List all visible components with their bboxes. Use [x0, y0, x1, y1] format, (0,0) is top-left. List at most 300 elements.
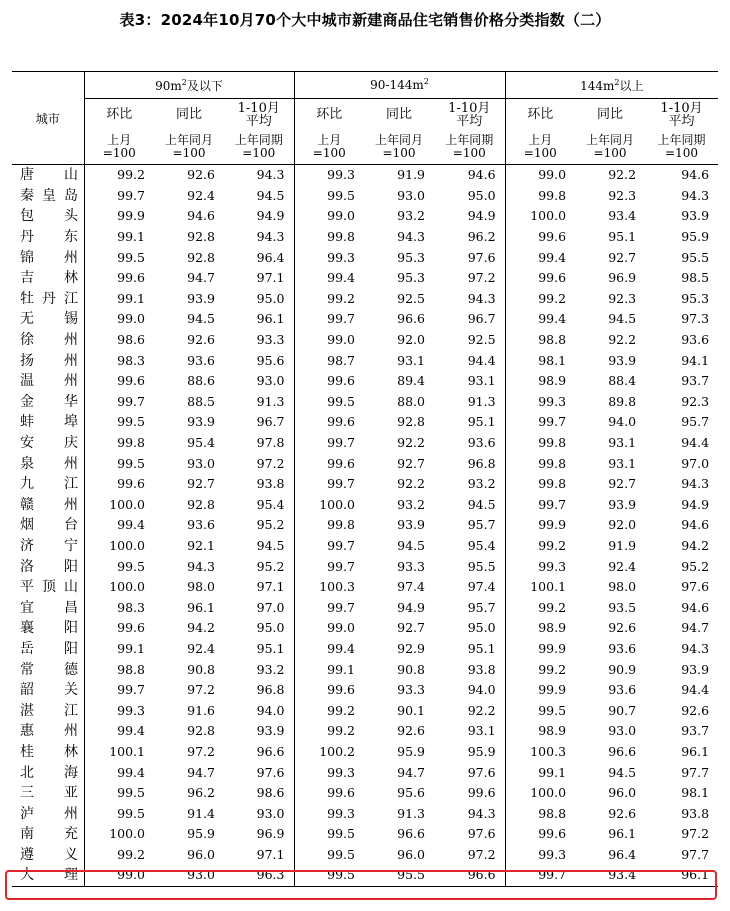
index-value-cell: 93.8 [681, 805, 710, 821]
city-char: 平 [20, 579, 34, 596]
index-value-cell: 93.1 [467, 373, 496, 389]
index-value-cell: 90.1 [397, 702, 425, 718]
table-row [12, 556, 718, 577]
city-cell [12, 597, 84, 618]
index-value-cell: 100.1 [109, 743, 145, 759]
index-value-cell: 92.3 [608, 290, 637, 306]
index-value-cell: 98.7 [294, 350, 364, 371]
index-value-cell: 94.3 [467, 805, 496, 821]
table-body [12, 165, 718, 887]
index-value-cell: 95.2 [681, 558, 710, 574]
index-value-cell: 91.6 [187, 702, 215, 718]
index-value-cell: 99.0 [505, 165, 575, 186]
index-value-cell: 93.0 [154, 865, 224, 886]
index-value-cell: 94.1 [681, 352, 710, 368]
city-char: 包 [20, 208, 34, 225]
city-cell [12, 474, 84, 495]
index-value-cell: 99.5 [294, 865, 364, 886]
index-value-cell: 100.1 [505, 577, 575, 598]
index-value-cell: 92.8 [187, 723, 215, 739]
base-period-header [154, 130, 224, 165]
index-value-cell: 99.6 [294, 371, 364, 392]
base-period-value: =100 [102, 146, 136, 160]
index-value-cell: 94.5 [256, 537, 285, 553]
index-value-cell: 95.3 [397, 249, 425, 265]
index-value-cell: 94.5 [608, 764, 637, 780]
index-value-cell: 100.0 [109, 579, 145, 595]
city-char: 湛 [20, 702, 34, 719]
index-value-cell: 99.0 [294, 618, 364, 639]
index-value-cell: 98.9 [505, 618, 575, 639]
index-value-cell: 99.1 [117, 290, 145, 306]
index-value-cell: 99.5 [294, 845, 364, 866]
index-value-cell: 99.4 [505, 247, 575, 268]
index-value-cell: 94.5 [608, 311, 637, 327]
index-value-cell: 99.5 [117, 805, 145, 821]
index-value-cell: 98.5 [681, 270, 710, 286]
index-value-cell: 100.0 [505, 206, 575, 227]
index-value-cell: 92.1 [187, 537, 215, 553]
index-value-cell: 93.1 [467, 723, 496, 739]
index-value-cell: 97.1 [256, 846, 285, 862]
city-char: 州 [64, 496, 78, 513]
city-char: 泉 [20, 455, 34, 472]
index-value-cell: 99.7 [294, 597, 364, 618]
subcolumn-label-line2: 平均 [456, 113, 483, 129]
index-value-cell: 98.8 [505, 330, 575, 351]
index-value-cell: 93.0 [397, 187, 425, 203]
index-value-cell: 96.9 [256, 826, 285, 842]
index-value-cell: 92.7 [397, 620, 425, 636]
city-char: 南 [20, 826, 34, 843]
header-base-row [12, 130, 718, 165]
index-value-cell: 93.7 [681, 373, 710, 389]
index-value-cell: 99.1 [117, 640, 145, 656]
index-value-cell: 92.3 [681, 393, 710, 409]
city-char: 阳 [64, 620, 78, 637]
city-char: 理 [64, 867, 78, 884]
city-char: 洛 [20, 558, 34, 575]
index-value-cell: 98.9 [505, 371, 575, 392]
index-value-cell: 91.9 [608, 537, 637, 553]
table-row [12, 433, 718, 454]
index-value-cell: 99.6 [294, 680, 364, 701]
base-period-label: 上年同月 [164, 133, 213, 147]
index-value-cell: 94.0 [467, 682, 496, 698]
city-cell [12, 515, 84, 536]
city-char: 江 [64, 476, 78, 493]
city-char: 海 [64, 764, 78, 781]
index-value-cell: 99.1 [117, 229, 145, 245]
base-period-label: 上月 [107, 133, 132, 147]
index-value-cell: 98.3 [117, 352, 145, 368]
index-value-cell: 100.3 [294, 577, 364, 598]
index-value-cell: 99.5 [117, 249, 145, 265]
index-value-cell: 99.4 [117, 517, 145, 533]
table-row [12, 762, 718, 783]
table-row [12, 350, 718, 371]
index-value-cell: 94.0 [256, 702, 285, 718]
city-char: 州 [64, 332, 78, 349]
index-value-cell: 95.2 [256, 517, 285, 533]
city-char: 锦 [20, 249, 34, 266]
index-value-cell: 97.6 [681, 579, 710, 595]
table-row [12, 289, 718, 310]
index-value-cell: 91.3 [467, 393, 496, 409]
city-char: 牡 [20, 290, 34, 307]
index-value-cell: 95.5 [364, 865, 434, 886]
index-value-cell: 93.4 [575, 865, 645, 886]
subcolumn-header [434, 99, 505, 131]
index-value-cell: 94.6 [681, 517, 710, 533]
index-value-cell: 94.3 [467, 290, 496, 306]
index-value-cell: 95.5 [467, 558, 496, 574]
subcolumn-label: 环比 [527, 107, 554, 122]
index-value-cell: 92.5 [397, 290, 425, 306]
index-value-cell: 93.9 [187, 414, 215, 430]
index-value-cell: 96.9 [608, 270, 637, 286]
index-value-cell: 90.9 [608, 661, 637, 677]
city-char: 岳 [20, 640, 34, 657]
index-value-cell: 97.6 [256, 764, 285, 780]
index-value-cell: 93.9 [187, 290, 215, 306]
city-char: 岛 [64, 187, 78, 204]
index-value-cell: 99.6 [505, 227, 575, 248]
index-value-cell: 92.7 [608, 249, 637, 265]
index-value-cell: 92.9 [397, 640, 425, 656]
base-period-header [84, 130, 154, 165]
index-value-cell: 94.6 [681, 167, 710, 183]
city-cell [12, 412, 84, 433]
index-value-cell: 89.4 [397, 373, 425, 389]
index-value-cell: 93.8 [256, 476, 285, 492]
index-value-cell: 95.9 [467, 743, 496, 759]
city-char: 遵 [20, 846, 34, 863]
city-char: 州 [64, 455, 78, 472]
city-char: 华 [64, 393, 78, 410]
city-char: 台 [64, 517, 78, 534]
city-char: 烟 [20, 517, 34, 534]
index-value-cell: 99.0 [294, 330, 364, 351]
index-value-cell: 99.5 [117, 558, 145, 574]
index-value-cell: 99.4 [294, 268, 364, 289]
index-value-cell: 94.6 [187, 208, 215, 224]
index-value-cell: 97.4 [467, 579, 496, 595]
table-row [12, 783, 718, 804]
index-value-cell: 96.1 [187, 599, 215, 615]
index-value-cell: 88.0 [397, 393, 425, 409]
index-value-cell: 99.6 [294, 783, 364, 804]
index-value-cell: 98.9 [505, 721, 575, 742]
index-value-cell: 99.3 [117, 702, 145, 718]
table-row [12, 165, 718, 186]
city-char: 埠 [64, 414, 78, 431]
index-value-cell: 91.3 [256, 393, 285, 409]
index-value-cell: 94.9 [397, 599, 425, 615]
index-value-cell: 95.5 [681, 249, 710, 265]
table-row [12, 680, 718, 701]
index-value-cell: 93.0 [608, 723, 637, 739]
city-cell [12, 350, 84, 371]
index-value-cell: 94.4 [681, 435, 710, 451]
index-value-cell: 95.2 [256, 558, 285, 574]
index-value-cell: 97.1 [256, 270, 285, 286]
index-value-cell: 99.8 [505, 186, 575, 207]
city-char: 顶 [42, 579, 56, 596]
index-value-cell: 98.1 [681, 785, 710, 801]
base-period-value: =100 [172, 146, 206, 160]
index-value-cell: 91.3 [397, 805, 425, 821]
city-char: 亚 [64, 785, 78, 802]
index-value-cell: 99.7 [117, 187, 145, 203]
index-value-cell: 95.1 [467, 640, 496, 656]
base-period-header [505, 130, 575, 165]
index-value-cell: 94.4 [467, 352, 496, 368]
index-value-cell: 96.2 [187, 785, 215, 801]
index-value-cell: 95.0 [256, 620, 285, 636]
table-row [12, 412, 718, 433]
city-char: 林 [64, 270, 78, 287]
index-value-cell: 94.2 [681, 537, 710, 553]
index-value-cell: 97.1 [256, 579, 285, 595]
base-period-value: =100 [242, 146, 276, 160]
city-cell [12, 495, 84, 516]
base-period-header [364, 130, 434, 165]
base-period-header [294, 130, 364, 165]
city-char: 义 [64, 846, 78, 863]
index-value-cell: 96.6 [397, 311, 425, 327]
index-value-cell: 99.1 [294, 659, 364, 680]
city-char: 丹 [20, 229, 34, 246]
table-row [12, 803, 718, 824]
index-value-cell: 99.7 [505, 865, 575, 886]
city-char: 无 [20, 311, 34, 328]
base-period-label: 上月 [317, 133, 342, 147]
table-row [12, 659, 718, 680]
index-value-cell: 96.0 [397, 846, 425, 862]
index-value-cell: 95.1 [256, 640, 285, 656]
index-value-cell: 96.8 [256, 682, 285, 698]
city-cell [12, 803, 84, 824]
city-cell [12, 371, 84, 392]
subcolumn-header [645, 99, 718, 131]
index-value-cell: 99.3 [505, 845, 575, 866]
index-value-cell: 93.6 [681, 332, 710, 348]
index-value-cell: 94.9 [256, 208, 285, 224]
index-value-cell: 97.8 [256, 435, 285, 451]
index-value-cell: 97.2 [256, 455, 285, 471]
city-char: 大 [20, 867, 34, 884]
index-value-cell: 96.1 [608, 826, 637, 842]
index-value-cell: 92.0 [397, 332, 425, 348]
highlight-box [5, 870, 717, 900]
city-char: 宜 [20, 599, 34, 616]
city-cell [12, 453, 84, 474]
index-value-cell: 99.6 [505, 268, 575, 289]
index-value-cell: 94.3 [681, 476, 710, 492]
index-value-cell: 99.3 [294, 803, 364, 824]
index-value-cell: 99.2 [505, 536, 575, 557]
index-value-cell: 100.0 [109, 826, 145, 842]
index-value-cell: 99.7 [294, 474, 364, 495]
city-char: 金 [20, 393, 34, 410]
subcolumn-header [84, 99, 154, 131]
base-period-header [224, 130, 294, 165]
city-char: 徐 [20, 332, 34, 349]
index-value-cell: 94.3 [256, 229, 285, 245]
index-value-cell: 100.0 [109, 537, 145, 553]
index-value-cell: 99.6 [467, 785, 496, 801]
index-value-cell: 97.2 [187, 743, 215, 759]
subcolumn-label: 环比 [106, 107, 133, 122]
base-period-value: =100 [665, 146, 699, 160]
table-row [12, 227, 718, 248]
index-value-cell: 95.4 [187, 435, 215, 451]
city-char: 吉 [20, 270, 34, 287]
table-row [12, 515, 718, 536]
index-value-cell: 99.9 [505, 515, 575, 536]
city-char: 韶 [20, 682, 34, 699]
index-value-cell: 94.3 [256, 167, 285, 183]
index-value-cell: 93.9 [397, 517, 425, 533]
city-cell [12, 268, 84, 289]
index-value-cell: 95.6 [256, 352, 285, 368]
index-value-cell: 97.2 [467, 270, 496, 286]
group-header: $144m^2$以上 [505, 72, 718, 99]
city-char: 北 [20, 764, 34, 781]
index-value-cell: 99.7 [117, 682, 145, 698]
city-char: 九 [20, 476, 34, 493]
base-period-label: 上年同期 [234, 133, 283, 147]
base-period-value: =100 [452, 146, 486, 160]
subcolumn-header [154, 99, 224, 131]
index-value-cell: 99.8 [294, 515, 364, 536]
header-label-row [12, 99, 718, 131]
base-period-label: 上月 [528, 133, 553, 147]
header-group-row [12, 72, 718, 99]
subcolumn-label: 环比 [316, 107, 343, 122]
table-row [12, 824, 718, 845]
index-value-cell: 97.2 [681, 826, 710, 842]
city-char: 江 [64, 702, 78, 719]
city-cell [12, 680, 84, 701]
subcolumn-header [224, 99, 294, 131]
index-value-cell: 94.2 [187, 620, 215, 636]
index-value-cell: 98.8 [505, 803, 575, 824]
index-value-cell: 92.2 [467, 702, 496, 718]
city-cell [12, 392, 84, 413]
index-value-cell: 99.2 [117, 167, 145, 183]
index-value-cell: 99.4 [117, 723, 145, 739]
city-char: 赣 [20, 496, 34, 513]
index-value-cell: 93.5 [608, 599, 637, 615]
subcolumn-label-line2: 平均 [668, 113, 695, 129]
index-value-cell: 93.6 [187, 352, 215, 368]
index-value-cell: 96.7 [467, 311, 496, 327]
subcolumn-header [364, 99, 434, 131]
index-value-cell: 92.2 [608, 167, 637, 183]
index-value-cell: 99.6 [294, 453, 364, 474]
index-value-cell: 93.6 [608, 682, 637, 698]
index-value-cell: 99.2 [505, 597, 575, 618]
index-value-cell: 99.2 [505, 289, 575, 310]
index-value-cell: 100.0 [294, 495, 364, 516]
index-value-cell: 96.1 [256, 311, 285, 327]
city-cell [12, 289, 84, 310]
index-value-cell: 94.3 [681, 640, 710, 656]
table-row [12, 577, 718, 598]
table-row [12, 330, 718, 351]
index-value-cell: 99.5 [294, 186, 364, 207]
index-value-cell: 94.5 [397, 537, 425, 553]
index-value-cell: 92.3 [608, 187, 637, 203]
subcolumn-header [575, 99, 645, 131]
city-char: 三 [20, 785, 34, 802]
index-value-cell: 99.4 [505, 309, 575, 330]
index-value-cell: 99.2 [505, 659, 575, 680]
city-column-header: 城市 [12, 72, 84, 165]
index-value-cell: 93.2 [256, 661, 285, 677]
subcolumn-label: 1-10月 [660, 100, 703, 116]
city-char: 丹 [42, 290, 56, 307]
index-value-cell: 92.7 [397, 455, 425, 471]
index-value-cell: 95.9 [187, 826, 215, 842]
index-value-cell: 100.0 [109, 496, 145, 512]
index-value-cell: 93.0 [256, 373, 285, 389]
index-value-cell: 95.6 [397, 785, 425, 801]
index-value-cell: 99.4 [117, 764, 145, 780]
index-value-cell: 95.7 [467, 517, 496, 533]
index-value-cell: 94.7 [397, 764, 425, 780]
index-value-cell: 99.9 [505, 639, 575, 660]
city-char: 襄 [20, 620, 34, 637]
city-char: 秦 [20, 187, 34, 204]
index-value-cell: 92.6 [187, 167, 215, 183]
base-period-label: 上年同月 [586, 133, 635, 147]
index-value-cell: 98.0 [608, 579, 637, 595]
index-value-cell: 92.5 [467, 332, 496, 348]
index-value-cell: 97.4 [397, 579, 425, 595]
city-cell [12, 824, 84, 845]
city-char: 桂 [20, 743, 34, 760]
index-value-cell: 90.8 [187, 661, 215, 677]
city-char: 安 [20, 435, 34, 452]
index-value-cell: 88.5 [187, 393, 215, 409]
index-value-cell: 96.0 [608, 785, 637, 801]
table-row [12, 186, 718, 207]
index-value-cell: 99.5 [294, 824, 364, 845]
index-value-cell: 93.3 [256, 332, 285, 348]
index-value-cell: 91.4 [187, 805, 215, 821]
subcolumn-label: 1-10月 [237, 100, 280, 116]
table-row [12, 309, 718, 330]
index-value-cell: 99.9 [117, 208, 145, 224]
index-value-cell: 99.6 [117, 373, 145, 389]
index-value-cell: 96.6 [256, 743, 285, 759]
index-value-cell: 95.9 [397, 743, 425, 759]
city-char: 阳 [64, 640, 78, 657]
index-value-cell: 98.0 [187, 579, 215, 595]
index-value-cell: 93.2 [397, 208, 425, 224]
subcolumn-label-line2: 平均 [245, 113, 272, 129]
index-value-cell: 99.2 [294, 721, 364, 742]
city-char: 常 [20, 661, 34, 678]
index-value-cell: 97.2 [187, 682, 215, 698]
index-value-cell: 92.2 [397, 435, 425, 451]
index-value-cell: 100.3 [505, 742, 575, 763]
city-cell [12, 742, 84, 763]
index-value-cell: 92.7 [187, 476, 215, 492]
